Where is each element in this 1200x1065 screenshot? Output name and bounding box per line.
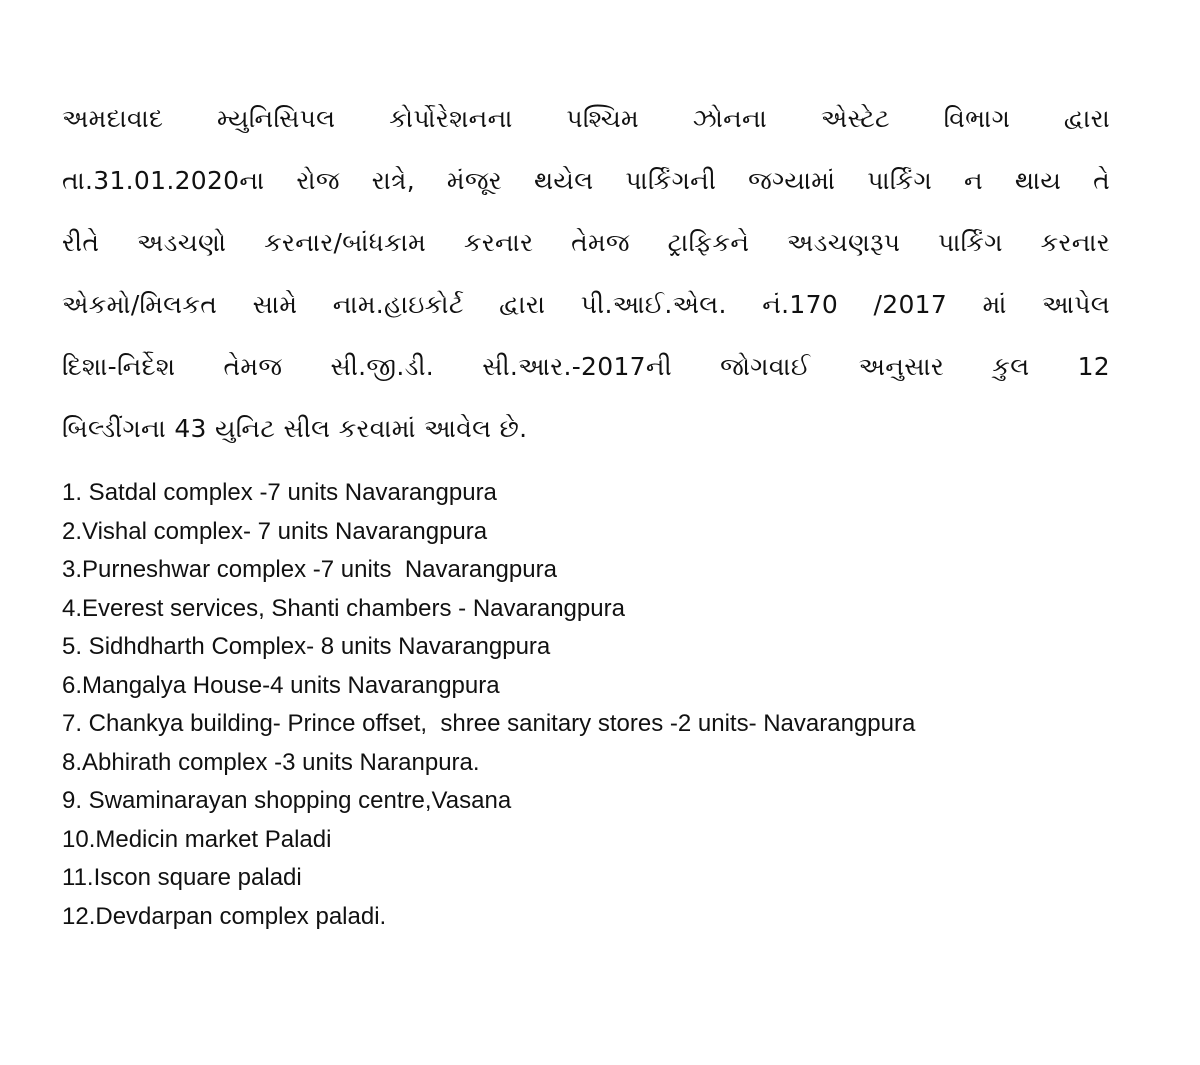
list-item: 6.Mangalya House-4 units Navarangpura [62, 671, 500, 699]
list-item: 5. Sidhdharth Complex- 8 units Navarangpura [62, 633, 551, 660]
list-item: 10.Medicin market Paladi [62, 825, 332, 853]
gujarati-notice-paragraph [62, 88, 1110, 460]
list-item: 9. Swaminarayan shopping centre,Vasana [62, 787, 512, 814]
gujarati-line: તા.31.01.2020ના રોજ રાત્રે, મંજૂર થયેલ પાર્કિંગની જગ્યામાં પાર્કિંગ ન થાય તે [62, 166, 1110, 195]
list-item: 7. Chankya building- Prince offset, shree sanitary stores -2 units- Navarangpura [62, 710, 916, 737]
list-item: 12.Devdarpan complex paladi. [62, 902, 387, 930]
gujarati-line: રીતે અડચણો કરનાર/બાંધકામ કરનાર તેમજ ટ્રાફિકને અડચણરૂપ પાર્કિંગ કરનાર [62, 228, 1110, 257]
list-item: 4.Everest services, Shanti chambers - Navarangpura [62, 594, 625, 622]
list-item: 3.Purneshwar complex -7 units Navarangpura [62, 556, 557, 583]
list-item: 2.Vishal complex- 7 units Navarangpura [62, 517, 488, 545]
sealed-units-list [62, 474, 1162, 936]
list-item: 11.Iscon square paladi [62, 864, 302, 891]
list-item: 1. Satdal complex -7 units Navarangpura [62, 479, 497, 506]
gujarati-line: અમદાવાદ મ્યુનિસિપલ કોર્પોરેશનના પશ્ચિમ ઝોનના એસ્ટેટ વિભાગ દ્વારા [62, 104, 1110, 133]
list-item: 8.Abhirath complex -3 units Naranpura. [62, 748, 480, 776]
gujarati-line: એકમો/મિલકત સામે નામ.હાઇકોર્ટ દ્વારા પી.આઈ.એલ. નં.170 /2017 માં આપેલ [62, 290, 1110, 319]
gujarati-line: દિશા-નિર્દેશ તેમજ સી.જી.ડી. સી.આર.-2017ની જોગવાઈ અનુસાર કુલ 12 [62, 352, 1110, 381]
gujarati-line: બિલ્ડીંગના 43 યુનિટ સીલ કરવામાં આવેલ છે. [62, 414, 528, 443]
